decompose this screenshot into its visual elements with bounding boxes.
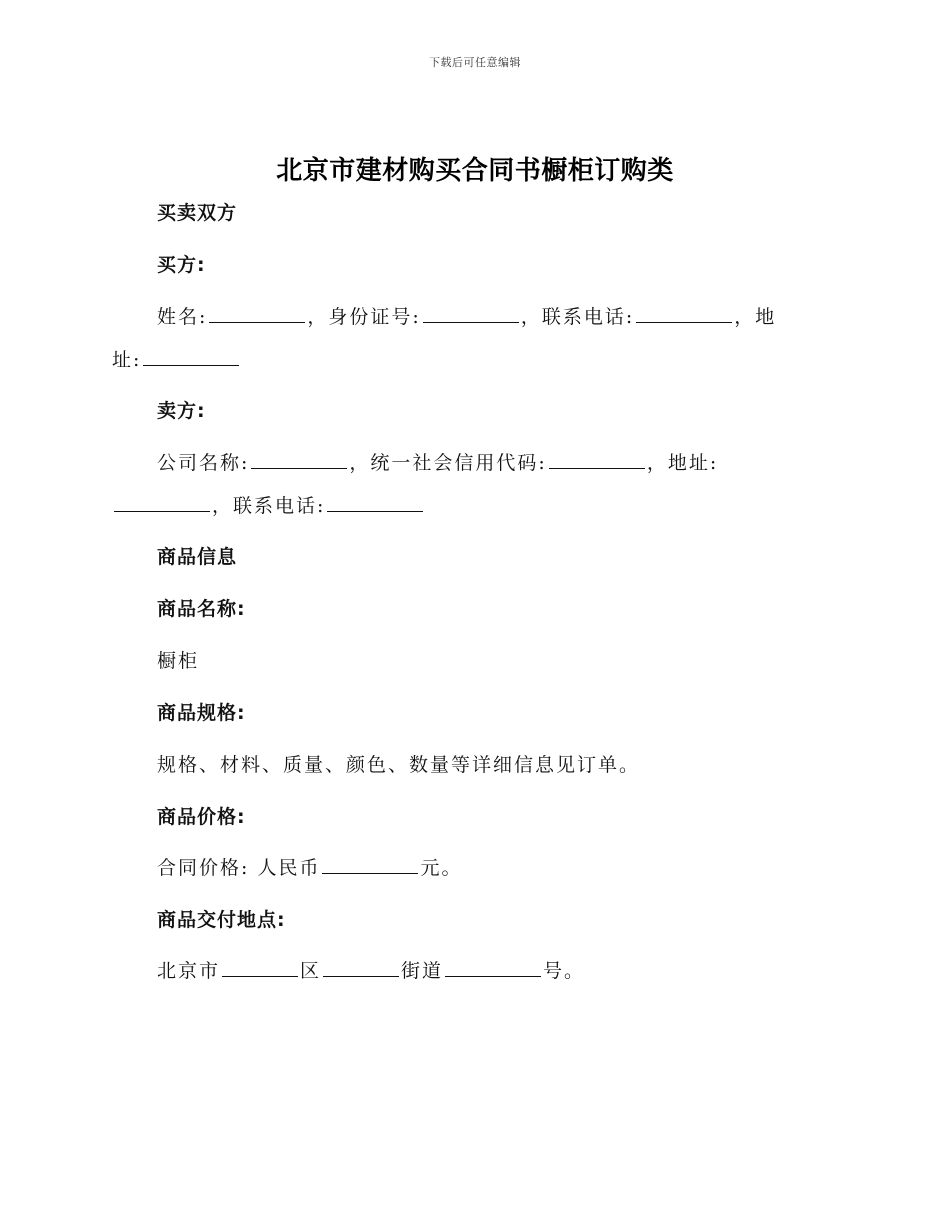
goods-price-blank[interactable] (322, 855, 418, 874)
seller-company-label: 公司名称: (157, 452, 250, 474)
buyer-id-label: ，身份证号: (307, 306, 421, 328)
seller-phone-blank[interactable] (327, 493, 423, 512)
header-note: 下载后可任意编辑 (429, 56, 521, 69)
goods-spec-heading: 商品规格: (157, 702, 246, 724)
seller-addr-blank[interactable] (114, 493, 210, 512)
buyer-info-line-1 (157, 302, 776, 329)
seller-company-blank[interactable] (251, 450, 347, 469)
buyer-heading: 买方: (157, 254, 206, 276)
delivery-street: 街道 (401, 960, 444, 982)
goods-name-heading: 商品名称: (157, 598, 246, 620)
seller-info-line-1 (157, 448, 718, 475)
goods-spec-value: 规格、材料、质量、颜色、数量等详细信息见订单。 (157, 754, 641, 776)
delivery-number-blank[interactable] (445, 958, 541, 977)
seller-heading: 卖方: (157, 400, 206, 422)
buyer-addr-label-a: ，地 (734, 306, 777, 328)
delivery-number: 号。 (543, 960, 586, 982)
seller-credit-code-blank[interactable] (549, 450, 645, 469)
buyer-addr-blank[interactable] (143, 347, 239, 366)
delivery-city: 北京市 (157, 960, 221, 982)
seller-info-line-2 (112, 491, 425, 518)
goods-price-line (157, 853, 462, 880)
buyer-name-label: 姓名: (157, 306, 208, 328)
buyer-info-line-2 (112, 345, 241, 372)
seller-phone-label: ，联系电话: (212, 495, 326, 517)
goods-heading: 商品信息 (157, 546, 238, 568)
buyer-phone-label: ，联系电话: (520, 306, 635, 328)
goods-price-label: 合同价格: 人民币 (157, 857, 321, 879)
parties-heading: 买卖双方 (157, 202, 238, 224)
buyer-addr-label-b: 址: (112, 349, 142, 371)
delivery-street-blank[interactable] (323, 958, 399, 977)
delivery-line (157, 956, 585, 983)
delivery-heading: 商品交付地点: (157, 909, 286, 931)
goods-name-value: 橱柜 (157, 650, 200, 672)
document-title: 北京市建材购买合同书橱柜订购类 (276, 156, 674, 186)
seller-addr-label: ，地址: (646, 452, 719, 474)
goods-price-heading: 商品价格: (157, 806, 246, 828)
buyer-phone-blank[interactable] (636, 304, 732, 323)
buyer-id-blank[interactable] (423, 304, 519, 323)
delivery-district-blank[interactable] (222, 958, 298, 977)
delivery-district: 区 (300, 960, 322, 982)
goods-price-suffix: 元。 (420, 857, 463, 879)
seller-credit-code-label: ，统一社会信用代码: (349, 452, 547, 474)
buyer-name-blank[interactable] (209, 304, 305, 323)
